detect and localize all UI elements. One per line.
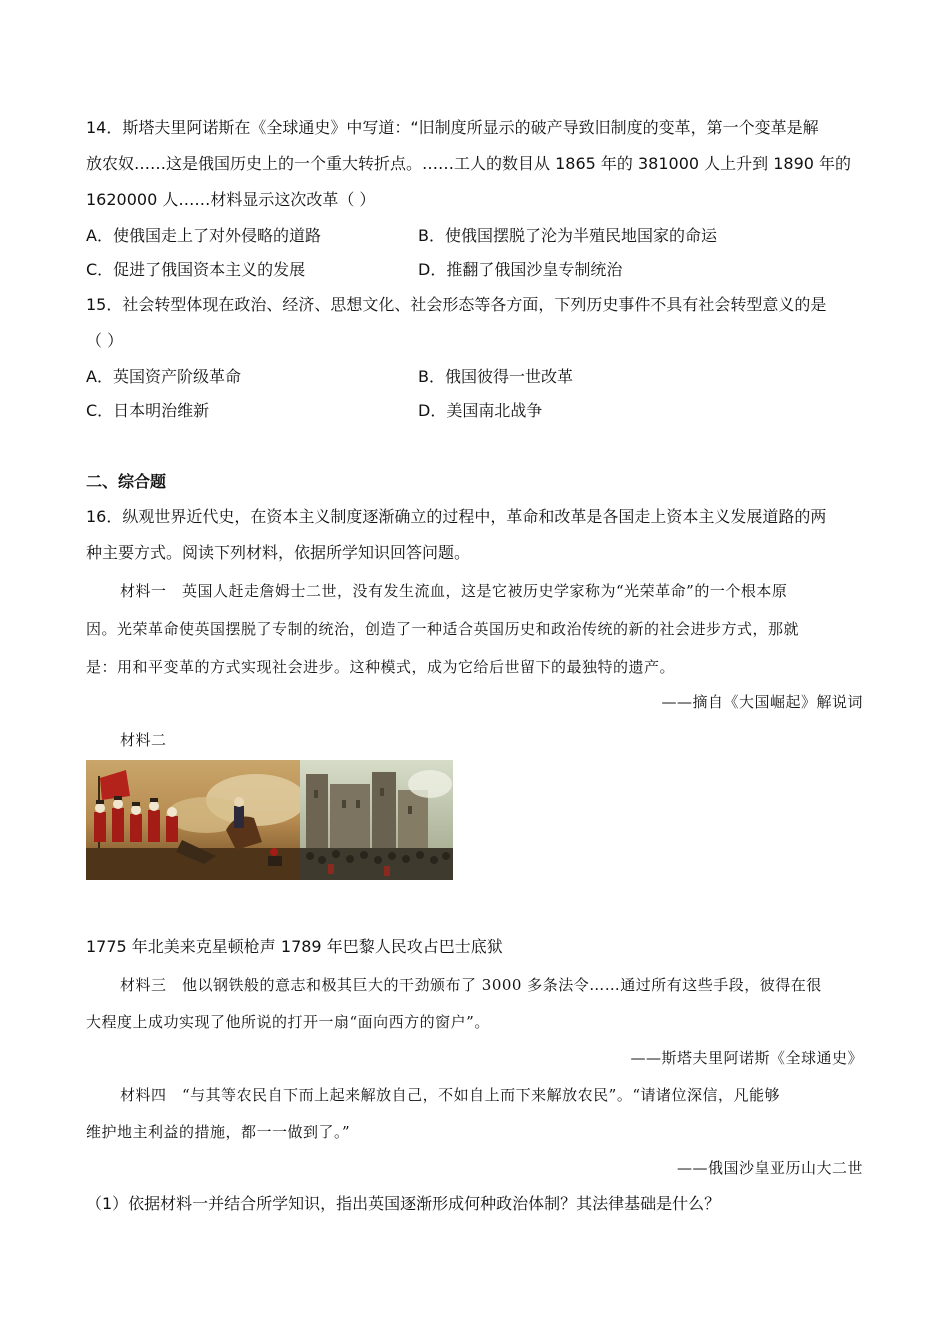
q15-option-a: A．英国资产阶级革命 [86, 367, 241, 386]
q16-subquestion-1: （1）依据材料一并结合所学知识，指出英国逐渐形成何种政治体制？其法律基础是什么？ [86, 1194, 721, 1213]
material1-line2: 因。光荣革命使英国摆脱了专制的统治，创造了一种适合英国历史和政治传统的新的社会进步方式，那就 [86, 620, 800, 638]
q15-option-d: D．美国南北战争 [418, 401, 543, 420]
q14-option-c: C．促进了俄国资本主义的发展 [86, 260, 306, 279]
material1-line3: 是：用和平变革的方式实现社会进步。这种模式，成为它给后世留下的最独特的遗产。 [86, 658, 676, 676]
material1-line1: 材料一 英国人赶走詹姆士二世，没有发生流血，这是它被历史学家称为“光荣革命”的一个根本原 [120, 582, 788, 600]
lexington-battle-painting [86, 760, 300, 880]
material4-source: ——俄国沙皇亚历山大二世 [676, 1159, 863, 1177]
q14-stem-line2: 放农奴……这是俄国历史上的一个重大转折点。……工人的数目从 1865 年的 381000 人上升到 1890 年的 [86, 154, 852, 173]
q16-stem-line1: 16．纵观世界近代史，在资本主义制度逐渐确立的过程中，革命和改革是各国走上资本主义发展道路的两 [86, 507, 827, 526]
q15-stem-line2: （ ） [86, 331, 124, 350]
q14-stem-line3: 1620000 人……材料显示这次改革（ ） [86, 190, 376, 209]
material2-images [86, 760, 453, 880]
material3-line2: 大程度上成功实现了他所说的打开一扇“面向西方的窗户”。 [86, 1013, 490, 1031]
material2-label: 材料二 [120, 731, 167, 749]
material1-source: ——摘自《大国崛起》解说词 [661, 693, 863, 711]
section-title: 二、综合题 [86, 472, 167, 491]
material4-line1: 材料四 “与其等农民自下而上起来解放自己，不如自上而下来解放农民”。“请诸位深信，凡能够 [120, 1086, 781, 1104]
q14-option-b: B．使俄国摆脱了沦为半殖民地国家的命运 [418, 226, 717, 245]
q14-stem-line1: 14．斯塔夫里阿诺斯在《全球通史》中写道：“旧制度所显示的破产导致旧制度的变革，第一个变革是解 [86, 118, 819, 137]
q16-stem-line2: 种主要方式。阅读下列材料，依据所学知识回答问题。 [86, 543, 471, 562]
q15-option-c: C．日本明治维新 [86, 401, 210, 420]
material2-caption: 1775 年北美来克星顿枪声 1789 年巴黎人民攻占巴士底狱 [86, 937, 503, 956]
q14-option-d: D．推翻了俄国沙皇专制统治 [418, 260, 623, 279]
q15-stem-line1: 15．社会转型体现在政治、经济、思想文化、社会形态等各方面，下列历史事件不具有社会转型意义的是 [86, 295, 827, 314]
q14-option-a: A．使俄国走上了对外侵略的道路 [86, 226, 321, 245]
material3-source: ——斯塔夫里阿诺斯《全球通史》 [630, 1049, 863, 1067]
bastille-storming-painting [300, 760, 453, 880]
material3-line1: 材料三 他以钢铁般的意志和极其巨大的干劲颁布了 3000 多条法令……通过所有这些手段，彼得在很 [120, 976, 822, 994]
material4-line2: 维护地主利益的措施，都一一做到了。” [86, 1123, 351, 1141]
q15-option-b: B．俄国彼得一世改革 [418, 367, 573, 386]
